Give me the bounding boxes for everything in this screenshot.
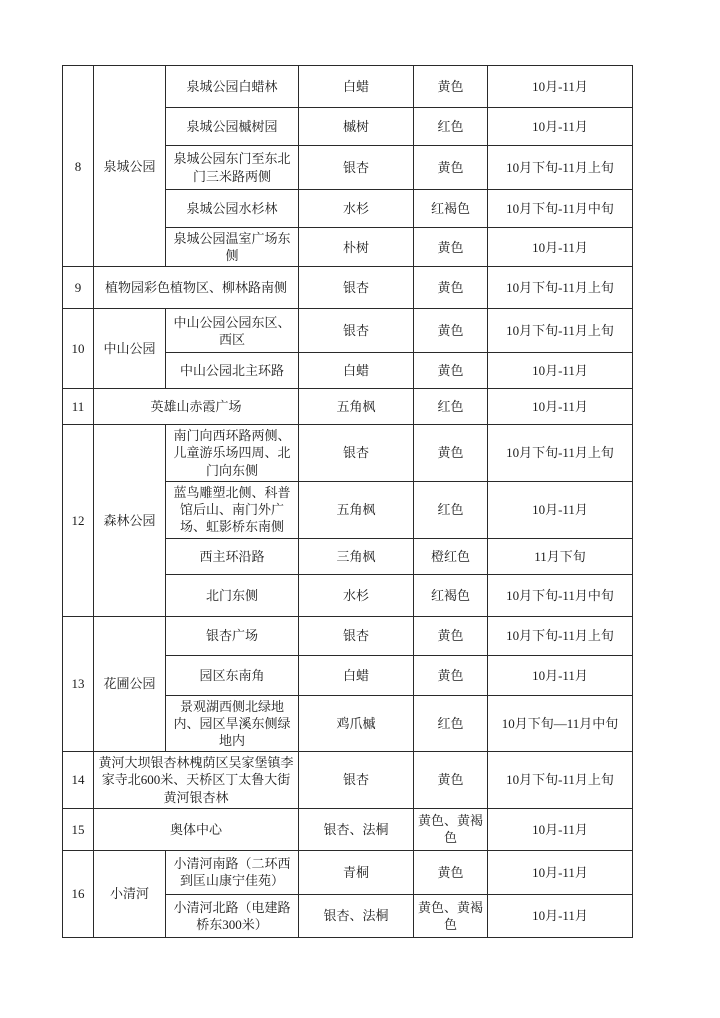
row-number-cell: 16: [63, 850, 94, 937]
location-cell: 银杏广场: [166, 616, 299, 655]
park-cell: 小清河: [94, 850, 166, 937]
row-number-cell: 9: [63, 267, 94, 309]
time-cell: 10月-11月: [488, 108, 633, 146]
table-row: [63, 309, 633, 353]
species-cell: 银杏: [299, 146, 414, 190]
species-cell: 水杉: [299, 190, 414, 228]
time-cell: 10月下旬-11月上旬: [488, 425, 633, 481]
table-row: [63, 267, 633, 309]
color-cell: 黄色: [414, 616, 488, 655]
species-cell: 银杏、法桐: [299, 808, 414, 850]
row-number-cell: 8: [63, 66, 94, 267]
species-cell: 白蜡: [299, 353, 414, 389]
park-cell: 花圃公园: [94, 616, 166, 751]
species-cell: 槭树: [299, 108, 414, 146]
park-cell: 中山公园: [94, 309, 166, 389]
location-cell: 泉城公园东门至东北门三米路两侧: [166, 146, 299, 190]
time-cell: 10月-11月: [488, 353, 633, 389]
species-cell: 银杏: [299, 616, 414, 655]
location-cell: 奥体中心: [94, 808, 299, 850]
time-cell: 10月下旬—11月中旬: [488, 695, 633, 751]
color-cell: 红色: [414, 695, 488, 751]
time-cell: 10月下旬-11月上旬: [488, 309, 633, 353]
location-cell: 泉城公园白蜡林: [166, 66, 299, 108]
color-cell: 黄色: [414, 850, 488, 894]
color-cell: 黄色、黄褐色: [414, 808, 488, 850]
color-cell: 黄色: [414, 655, 488, 695]
location-cell: 英雄山赤霞广场: [94, 389, 299, 425]
color-cell: 黄色: [414, 752, 488, 808]
species-cell: 五角枫: [299, 389, 414, 425]
location-cell: 小清河南路（二环西到匡山康宁佳苑）: [166, 850, 299, 894]
location-cell: 蓝鸟雕塑北侧、科普馆后山、南门外广场、虹影桥东南侧: [166, 481, 299, 538]
time-cell: 10月下旬-11月上旬: [488, 146, 633, 190]
location-cell: 黄河大坝银杏林槐荫区吴家堡镇李家寺北600米、天桥区丁太鲁大街黄河银杏林: [94, 752, 299, 808]
color-cell: 黄色: [414, 425, 488, 481]
species-cell: 银杏、法桐: [299, 894, 414, 937]
color-cell: 黄色、黄褐色: [414, 894, 488, 937]
species-cell: 五角枫: [299, 481, 414, 538]
table-row: [63, 66, 633, 108]
time-cell: 10月-11月: [488, 808, 633, 850]
time-cell: 11月下旬: [488, 538, 633, 574]
color-cell: 红褐色: [414, 574, 488, 616]
color-cell: 黄色: [414, 228, 488, 267]
species-cell: 银杏: [299, 267, 414, 309]
row-number-cell: 11: [63, 389, 94, 425]
time-cell: 10月-11月: [488, 66, 633, 108]
time-cell: 10月下旬-11月中旬: [488, 574, 633, 616]
time-cell: 10月-11月: [488, 655, 633, 695]
foliage-table: [62, 65, 633, 938]
color-cell: 橙红色: [414, 538, 488, 574]
table-row: [63, 389, 633, 425]
color-cell: 黄色: [414, 267, 488, 309]
time-cell: 10月-11月: [488, 228, 633, 267]
row-number-cell: 10: [63, 309, 94, 389]
table-row: [63, 425, 633, 481]
time-cell: 10月-11月: [488, 894, 633, 937]
row-number-cell: 14: [63, 752, 94, 808]
table-row: [63, 616, 633, 655]
time-cell: 10月下旬-11月上旬: [488, 752, 633, 808]
location-cell: 泉城公园水杉林: [166, 190, 299, 228]
time-cell: 10月-11月: [488, 850, 633, 894]
table-row: [63, 808, 633, 850]
color-cell: 红色: [414, 108, 488, 146]
species-cell: 三角枫: [299, 538, 414, 574]
species-cell: 白蜡: [299, 66, 414, 108]
location-cell: 景观湖西侧北绿地内、园区旱溪东侧绿地内: [166, 695, 299, 751]
species-cell: 朴树: [299, 228, 414, 267]
location-cell: 小清河北路（电建路桥东300米）: [166, 894, 299, 937]
species-cell: 银杏: [299, 309, 414, 353]
location-cell: 泉城公园槭树园: [166, 108, 299, 146]
color-cell: 红褐色: [414, 190, 488, 228]
location-cell: 植物园彩色植物区、柳林路南侧: [94, 267, 299, 309]
row-number-cell: 13: [63, 616, 94, 751]
species-cell: 白蜡: [299, 655, 414, 695]
location-cell: 南门向西环路两侧、儿童游乐场四周、北门向东侧: [166, 425, 299, 481]
row-number-cell: 12: [63, 425, 94, 616]
park-cell: 森林公园: [94, 425, 166, 616]
location-cell: 园区东南角: [166, 655, 299, 695]
color-cell: 红色: [414, 481, 488, 538]
color-cell: 红色: [414, 389, 488, 425]
color-cell: 黄色: [414, 66, 488, 108]
location-cell: 中山公园北主环路: [166, 353, 299, 389]
location-cell: 中山公园公园东区、西区: [166, 309, 299, 353]
park-cell: 泉城公园: [94, 66, 166, 267]
location-cell: 西主环沿路: [166, 538, 299, 574]
species-cell: 银杏: [299, 425, 414, 481]
location-cell: 北门东侧: [166, 574, 299, 616]
time-cell: 10月-11月: [488, 389, 633, 425]
time-cell: 10月下旬-11月上旬: [488, 616, 633, 655]
color-cell: 黄色: [414, 353, 488, 389]
species-cell: 银杏: [299, 752, 414, 808]
species-cell: 水杉: [299, 574, 414, 616]
table-row: [63, 850, 633, 894]
table-row: [63, 752, 633, 808]
row-number-cell: 15: [63, 808, 94, 850]
color-cell: 黄色: [414, 146, 488, 190]
time-cell: 10月-11月: [488, 481, 633, 538]
time-cell: 10月下旬-11月中旬: [488, 190, 633, 228]
location-cell: 泉城公园温室广场东侧: [166, 228, 299, 267]
species-cell: 青桐: [299, 850, 414, 894]
color-cell: 黄色: [414, 309, 488, 353]
time-cell: 10月下旬-11月上旬: [488, 267, 633, 309]
species-cell: 鸡爪槭: [299, 695, 414, 751]
